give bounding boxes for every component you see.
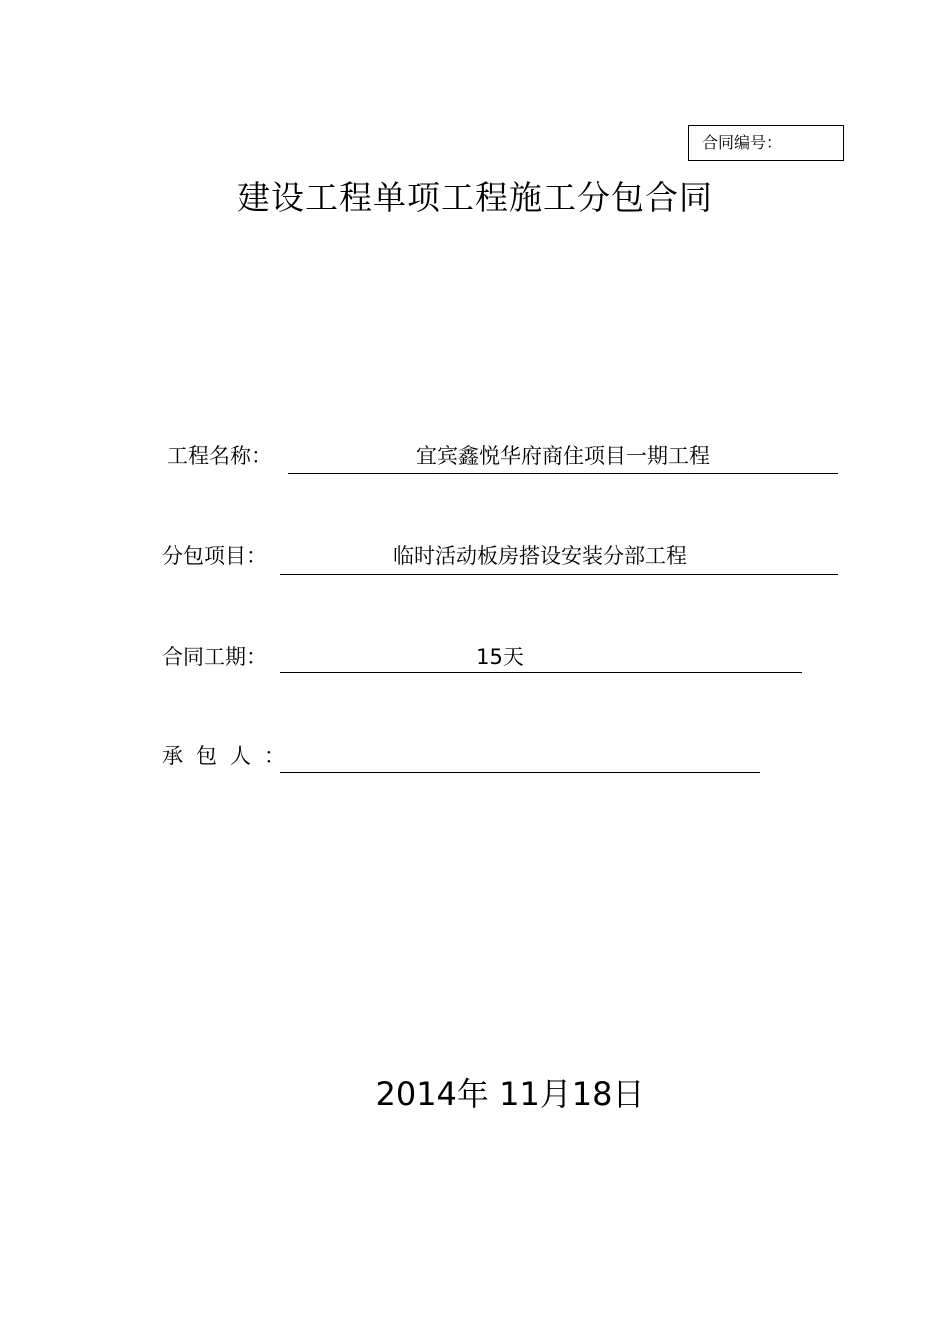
contractor-label: 承包人：	[162, 744, 298, 768]
project-name-underline	[288, 473, 838, 474]
contract-period-underline	[280, 672, 802, 673]
document-date: 2014年 11月18日	[375, 1075, 645, 1113]
document-title: 建设工程单项工程施工分包合同	[237, 178, 713, 217]
contract-number-label: 合同编号：	[702, 133, 783, 152]
project-name-label: 工程名称：	[167, 444, 272, 468]
subcontract-item-value: 临时活动板房搭设安装分部工程	[393, 544, 687, 568]
subcontract-item-underline	[280, 574, 838, 575]
project-name-value: 宜宾鑫悦华府商住项目一期工程	[416, 444, 710, 468]
contractor-underline	[280, 772, 760, 773]
contract-number-box	[688, 125, 844, 161]
contract-period-value: 15天	[476, 645, 524, 669]
subcontract-item-label: 分包项目：	[162, 544, 267, 568]
contract-period-label: 合同工期：	[162, 645, 267, 669]
